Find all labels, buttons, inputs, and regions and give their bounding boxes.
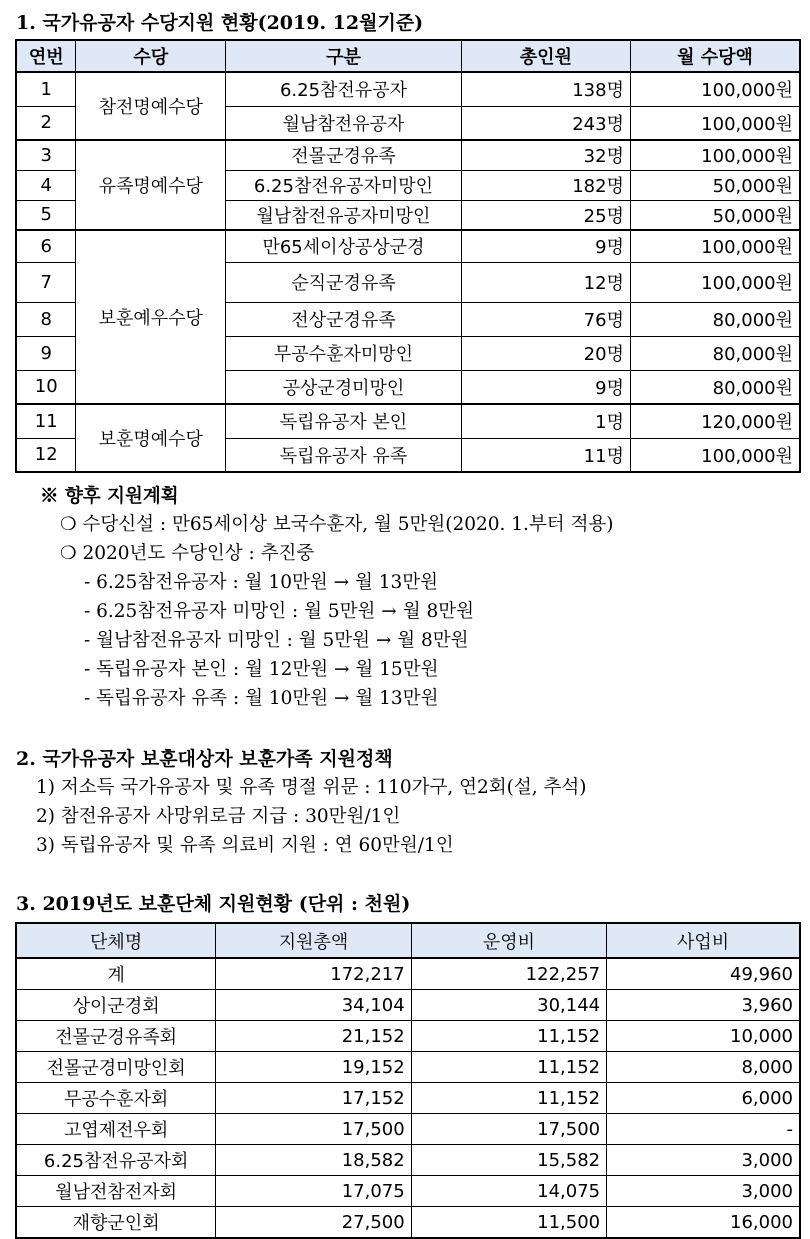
row-count: 32명 (461, 140, 630, 170)
plan-item: - 6.25참전유공자 : 월 10만원 → 월 13만원 (84, 572, 439, 593)
operating-cell: 122,257 (411, 958, 606, 990)
row-no: 11 (16, 404, 76, 438)
header-no: 연번 (16, 40, 76, 72)
org-name-cell: 무공수훈자회 (16, 1083, 216, 1114)
row-no: 4 (16, 170, 76, 200)
section2-title: 2. 국가유공자 보훈대상자 보훈가족 지원정책 (16, 748, 393, 770)
row-amount: 100,000원 (630, 230, 800, 262)
header-category: 구분 (226, 40, 462, 72)
project-cell: 49,960 (607, 958, 800, 990)
table-row (16, 1176, 800, 1207)
project-cell: - (607, 1114, 800, 1145)
row-category: 만65세이상공상군경 (226, 230, 462, 262)
plan-item: - 독립유공자 유족 : 월 10만원 → 월 13만원 (84, 688, 439, 709)
org-name-cell: 계 (16, 958, 216, 990)
section1-title: 1. 국가유공자 수당지원 현황(2019. 12월기준) (16, 12, 424, 34)
table-row (16, 404, 800, 438)
table-row (16, 230, 800, 262)
project-cell: 8,000 (607, 1052, 800, 1083)
org-name-cell: 전몰군경미망인회 (16, 1052, 216, 1083)
section3-title: 3. 2019년도 보훈단체 지원현황 (단위 : 천원) (16, 893, 411, 915)
org-name-cell: 상이군경회 (16, 990, 216, 1021)
total-cell: 18,582 (216, 1145, 411, 1176)
row-amount: 50,000원 (630, 200, 800, 230)
row-no: 2 (16, 106, 76, 140)
row-count: 9명 (461, 370, 630, 404)
organization-support-table (15, 922, 801, 1239)
header-org: 단체명 (16, 923, 216, 958)
header-project: 사업비 (607, 923, 800, 958)
row-amount: 100,000원 (630, 438, 800, 472)
project-cell: 10,000 (607, 1021, 800, 1052)
table-row (16, 1083, 800, 1114)
row-count: 182명 (461, 170, 630, 200)
row-no: 9 (16, 336, 76, 370)
row-amount: 100,000원 (630, 72, 800, 106)
row-amount: 80,000원 (630, 370, 800, 404)
policy-item: 3) 독립유공자 및 유족 의료비 지원 : 연 60만원/1인 (36, 835, 454, 856)
operating-cell: 14,075 (411, 1176, 606, 1207)
row-category: 독립유공자 유족 (226, 438, 462, 472)
row-amount: 100,000원 (630, 140, 800, 170)
row-count: 11명 (461, 438, 630, 472)
table-row (16, 1114, 800, 1145)
row-count: 138명 (461, 72, 630, 106)
org-name-cell: 고엽제전우회 (16, 1114, 216, 1145)
row-category: 6.25참전유공자미망인 (226, 170, 462, 200)
header-count: 총인원 (461, 40, 630, 72)
row-count: 12명 (461, 262, 630, 302)
plan-item: - 독립유공자 본인 : 월 12만원 → 월 15만원 (84, 659, 439, 680)
table-row (16, 1207, 800, 1239)
table-row (16, 1052, 800, 1083)
total-cell: 19,152 (216, 1052, 411, 1083)
operating-cell: 11,152 (411, 1083, 606, 1114)
total-cell: 172,217 (216, 958, 411, 990)
project-cell: 3,960 (607, 990, 800, 1021)
table-row (16, 72, 800, 106)
row-no: 1 (16, 72, 76, 106)
row-category: 6.25참전유공자 (226, 72, 462, 106)
plan-item: - 월남참전유공자 미망인 : 월 5만원 → 월 8만원 (84, 630, 469, 651)
table-row (16, 990, 800, 1021)
operating-cell: 11,152 (411, 1052, 606, 1083)
row-category: 순직군경유족 (226, 262, 462, 302)
total-cell: 17,500 (216, 1114, 411, 1145)
operating-cell: 11,500 (411, 1207, 606, 1239)
allowance-group: 보훈명예수당 (76, 404, 226, 472)
header-total: 지원총액 (216, 923, 411, 958)
plan-item: ❍ 2020년도 수당인상 : 추진중 (60, 543, 315, 564)
org-name-cell: 6.25참전유공자회 (16, 1145, 216, 1176)
table-header-row (16, 923, 800, 958)
total-cell: 34,104 (216, 990, 411, 1021)
allowance-group: 유족명예수당 (76, 140, 226, 230)
table-row (16, 1021, 800, 1052)
project-cell: 6,000 (607, 1083, 800, 1114)
total-cell: 27,500 (216, 1207, 411, 1239)
allowance-group: 참전명예수당 (76, 72, 226, 140)
row-amount: 80,000원 (630, 302, 800, 336)
org-name-cell: 월남전참전자회 (16, 1176, 216, 1207)
operating-cell: 11,152 (411, 1021, 606, 1052)
row-category: 전상군경유족 (226, 302, 462, 336)
row-amount: 120,000원 (630, 404, 800, 438)
org-name-cell: 재향군인회 (16, 1207, 216, 1239)
operating-cell: 17,500 (411, 1114, 606, 1145)
row-no: 5 (16, 200, 76, 230)
total-cell: 21,152 (216, 1021, 411, 1052)
project-cell: 16,000 (607, 1207, 800, 1239)
table-row (16, 1145, 800, 1176)
row-count: 243명 (461, 106, 630, 140)
row-count: 9명 (461, 230, 630, 262)
project-cell: 3,000 (607, 1145, 800, 1176)
header-operating: 운영비 (411, 923, 606, 958)
row-amount: 50,000원 (630, 170, 800, 200)
allowance-group: 보훈예우수당 (76, 230, 226, 404)
row-count: 25명 (461, 200, 630, 230)
row-category: 공상군경미망인 (226, 370, 462, 404)
plan-title: ※ 향후 지원계획 (40, 486, 179, 507)
row-no: 8 (16, 302, 76, 336)
row-category: 독립유공자 본인 (226, 404, 462, 438)
row-category: 전몰군경유족 (226, 140, 462, 170)
row-category: 무공수훈자미망인 (226, 336, 462, 370)
row-no: 6 (16, 230, 76, 262)
total-cell: 17,075 (216, 1176, 411, 1207)
row-amount: 100,000원 (630, 262, 800, 302)
table-row (16, 958, 800, 990)
allowance-table (15, 39, 801, 473)
policy-item: 2) 참전유공자 사망위로금 지급 : 30만원/1인 (36, 806, 401, 827)
table-row (16, 140, 800, 170)
row-no: 10 (16, 370, 76, 404)
row-count: 76명 (461, 302, 630, 336)
operating-cell: 15,582 (411, 1145, 606, 1176)
row-amount: 100,000원 (630, 106, 800, 140)
table-header-row (16, 40, 800, 72)
operating-cell: 30,144 (411, 990, 606, 1021)
row-no: 12 (16, 438, 76, 472)
row-category: 월남참전유공자미망인 (226, 200, 462, 230)
plan-item: ❍ 수당신설 : 만65세이상 보국수훈자, 월 5만원(2020. 1.부터 적용) (60, 514, 614, 535)
row-category: 월남참전유공자 (226, 106, 462, 140)
policy-item: 1) 저소득 국가유공자 및 유족 명절 위문 : 110가구, 연2회(설, 추석) (36, 777, 587, 798)
row-count: 20명 (461, 336, 630, 370)
row-amount: 80,000원 (630, 336, 800, 370)
project-cell: 3,000 (607, 1176, 800, 1207)
row-count: 1명 (461, 404, 630, 438)
header-amount: 월 수당액 (630, 40, 800, 72)
org-name-cell: 전몰군경유족회 (16, 1021, 216, 1052)
total-cell: 17,152 (216, 1083, 411, 1114)
row-no: 7 (16, 262, 76, 302)
header-allowance: 수당 (76, 40, 226, 72)
row-no: 3 (16, 140, 76, 170)
plan-item: - 6.25참전유공자 미망인 : 월 5만원 → 월 8만원 (84, 601, 474, 622)
